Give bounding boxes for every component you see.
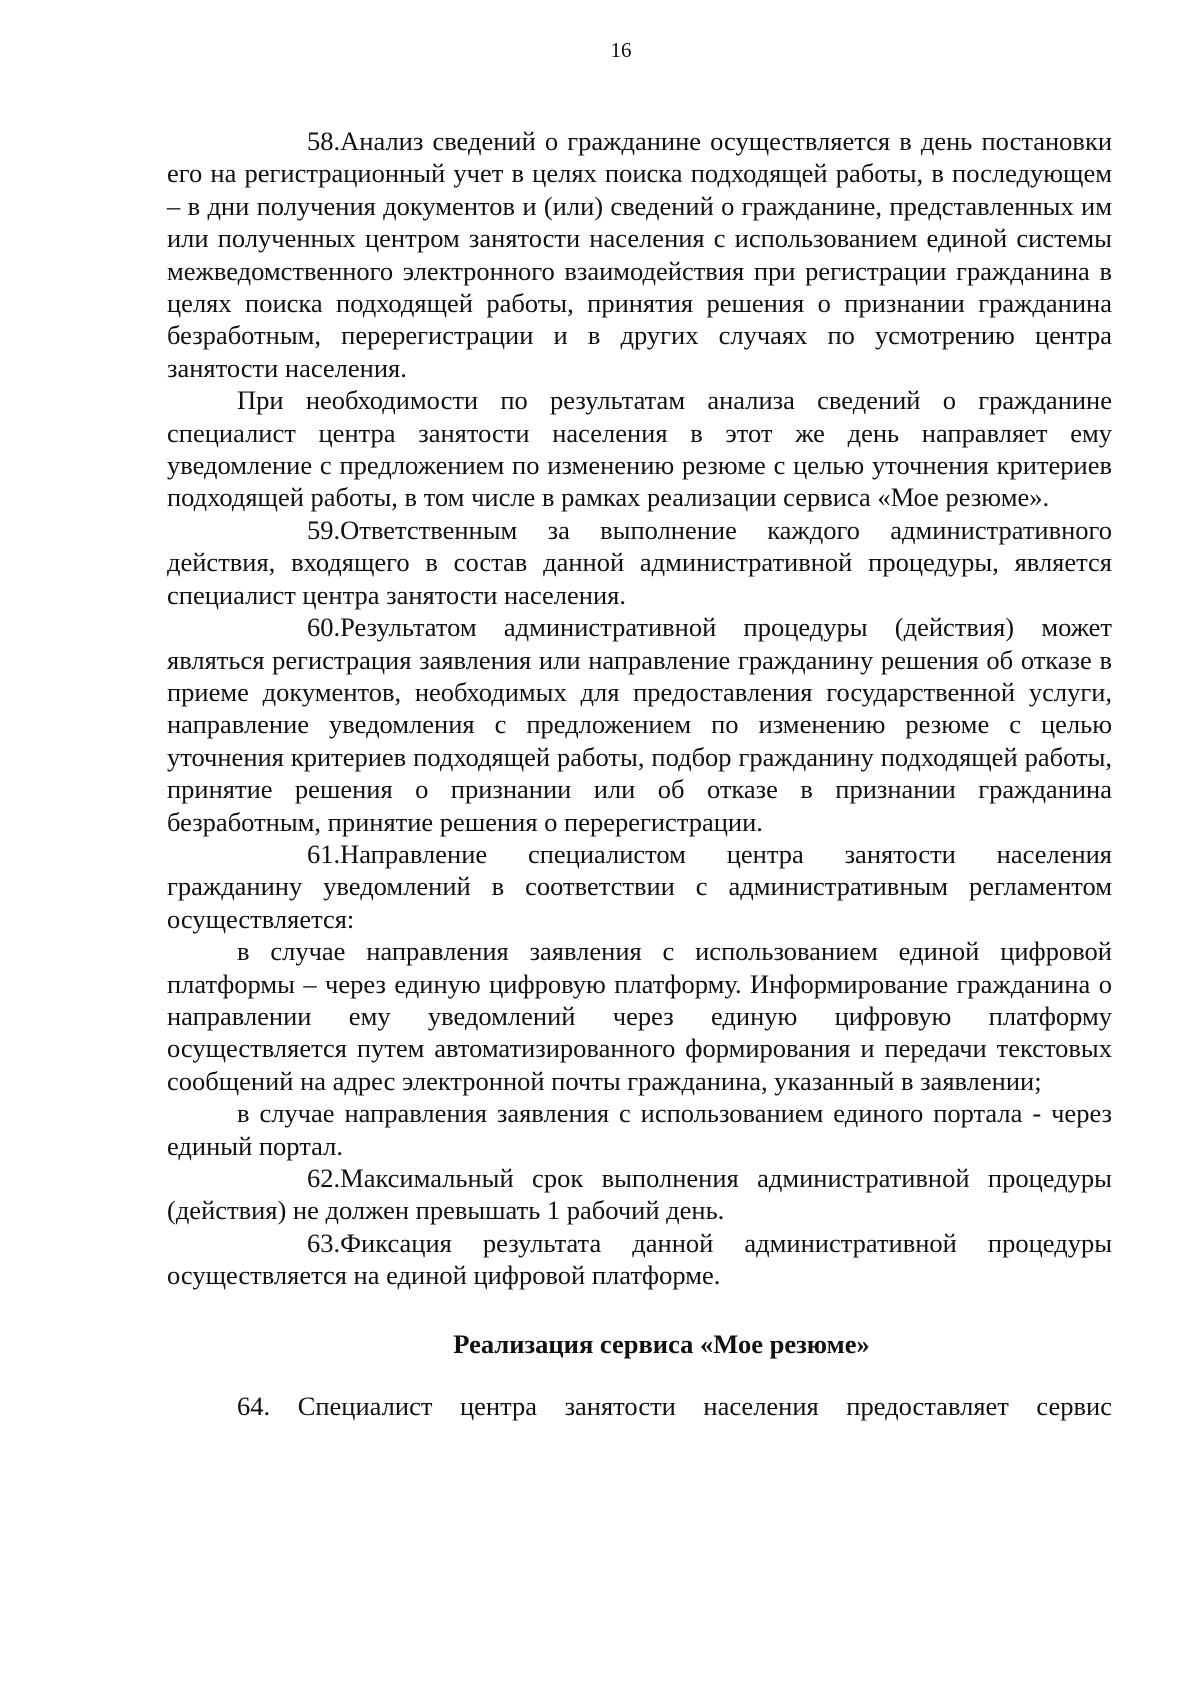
paragraph-number: 58. [307, 126, 341, 156]
paragraph-text: в случае направления заявления с использованием единой цифровой платформы – через единую цифровую платформу. Информирование гражданина о направлении ему уведомлений через единую цифровую платформу осуществляется путем автоматизированного формирования и передачи текстовых сообщений на адрес электронной почты гражданина, указанный в заявлении; [167, 936, 1112, 1096]
paragraph-58-continuation [167, 384, 1112, 514]
paragraph-64 [167, 1390, 1112, 1422]
paragraph-number: 63. [307, 1227, 341, 1258]
paragraph-text: Ответственным за выполнение каждого административного действия, входящего в состав данной административной процедуры, является специалист центра занятости населения. [167, 514, 1112, 610]
paragraph-number: 61. [307, 838, 341, 869]
paragraph-number: 59. [307, 514, 341, 545]
paragraph-61 [167, 838, 1112, 935]
paragraph-text: Максимальный срок выполнения административной процедуры (действия) не должен превышать 1 рабочий день. [167, 1163, 1112, 1226]
paragraph-text: При необходимости по результатам анализа сведений о гражданине специалист центра занятости населения в этот же день направляет ему уведомление с предложением по изменению резюме с целью уточнения критериев подходящей работы, в том числе в рамках реализации сервиса «Мое резюме». [167, 385, 1112, 513]
paragraph-text: в случае направления заявления с использованием единого портала - через единый портал. [167, 1098, 1112, 1161]
section-heading: Реализация сервиса «Мое резюме» [453, 1328, 870, 1359]
paragraph-62 [167, 1162, 1112, 1227]
paragraph-text: Направление специалистом центра занятости населения гражданину уведомлений в соответствии с административным регламентом осуществляется: [167, 838, 1112, 934]
paragraph-60 [167, 611, 1112, 838]
paragraph-61-item-digital-platform [167, 935, 1112, 1097]
paragraph-text: Результатом административной процедуры (действия) может являться регистрация заявления или направление гражданину решения об отказе в приеме документов, необходимых для предоставления государственной услуги, направление уведомления с предложением по изменению резюме с целью уточнения критериев подходящей работы, подбор гражданину подходящей работы, принятие решения о признании или об отказе в признании гражданина безработным, принятие решения о перерегистрации. [167, 612, 1112, 837]
paragraph-text: Фиксация результата данной административной процедуры осуществляется на единой цифровой платформе. [167, 1227, 1112, 1291]
document-body [167, 125, 1112, 1422]
paragraph-number: 62. [307, 1163, 341, 1193]
paragraph-63 [167, 1227, 1112, 1292]
paragraph-58 [167, 125, 1112, 384]
paragraph-text: Специалист центра занятости населения предоставляет сервис [297, 1391, 1112, 1422]
page-number: 16 [610, 38, 632, 62]
paragraph-number: 64. [237, 1391, 271, 1422]
paragraph-59 [167, 514, 1112, 611]
paragraph-61-item-single-portal [167, 1097, 1112, 1162]
paragraph-number: 60. [307, 612, 341, 643]
paragraph-text: Анализ сведений о гражданине осуществляется в день постановки его на регистрационный учет в целях поиска подходящей работы, в последующем – в дни получения документов и (или) сведений о гражданине, представленных им или полученных центром занятости населения с использованием единой системы межведомственного электронного взаимодействия при регистрации гражданина в целях поиска подходящей работы, принятия решения о признании гражданина безработным, перерегистрации и в других случаях по усмотрению центра занятости населения. [167, 126, 1112, 383]
